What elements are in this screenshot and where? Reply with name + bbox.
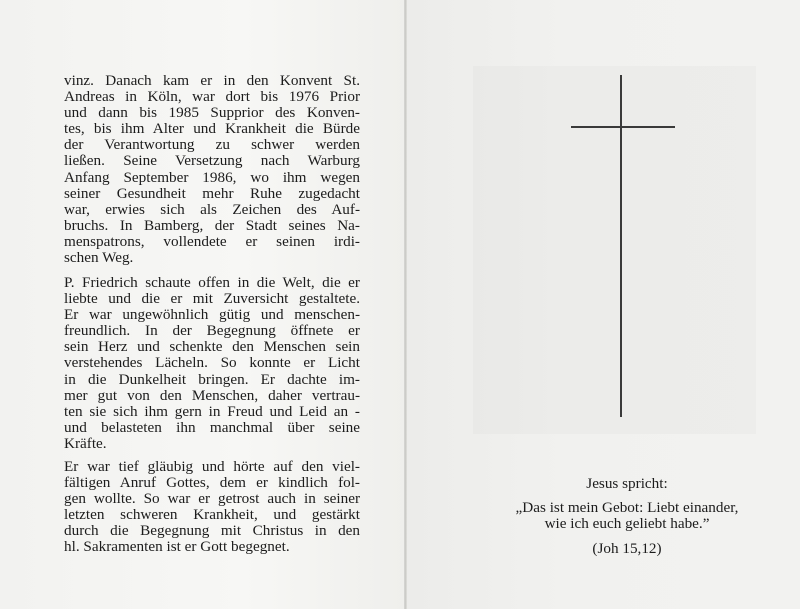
quote-line: „Das ist mein Gebot: Liebt einander, bbox=[515, 499, 739, 516]
text-line: und dann bis 1985 Supprior des Konven- bbox=[64, 104, 360, 122]
text-line: gen wollte. So war er getrost auch in seiner bbox=[64, 490, 360, 508]
text-line: in die Dunkelheit bringen. Er dachte im- bbox=[64, 370, 360, 388]
paragraph-career bbox=[64, 73, 360, 266]
text-line: der Verantwortung zu schwer werden bbox=[64, 136, 360, 154]
cross-horizontal-bar bbox=[571, 126, 675, 128]
text-line: letzten schweren Krankheit, und gestärkt bbox=[64, 506, 360, 524]
text-line: ließen. Seine Versetzung nach Warburg bbox=[64, 152, 360, 170]
print-through-shadow bbox=[473, 66, 756, 434]
quote-source: (Joh 15,12) bbox=[592, 540, 662, 557]
text-line: P. Friedrich schaute offen in die Welt, die er bbox=[64, 274, 360, 291]
text-line: bruchs. In Bamberg, der Stadt seines Na- bbox=[64, 216, 360, 234]
paragraph-faith bbox=[64, 459, 360, 556]
text-line: und belasteten ihn manchmal über seine bbox=[64, 418, 360, 436]
text-line: tes, bis ihm Alter und Krankheit die Bürde bbox=[64, 120, 360, 138]
text-line: liebte und die er mit Zuversicht gestaltete. bbox=[64, 290, 360, 308]
text-line: Er war ungewöhnlich gütig und menschen- bbox=[64, 306, 360, 324]
quote-line: wie ich euch geliebt habe.” bbox=[544, 515, 710, 532]
text-line: verstehendes Lächeln. So konnte er Licht bbox=[64, 354, 360, 372]
text-line: ten sie sich ihm gern in Freud und Leid an - bbox=[64, 402, 360, 420]
text-line: menspatrons, vollendete er seinen irdi- bbox=[64, 232, 360, 250]
quote-heading: Jesus spricht: bbox=[586, 475, 668, 492]
text-line: fältigen Anruf Gottes, dem er kindlich fol- bbox=[64, 474, 360, 492]
text-line: hl. Sakramenten ist er Gott begegnet. bbox=[64, 538, 290, 556]
paragraph-character bbox=[64, 275, 360, 452]
text-line: durch die Begegnung mit Christus in den bbox=[64, 522, 360, 540]
text-line: Anfang September 1986, wo ihm wegen bbox=[64, 168, 360, 186]
text-line: vinz. Danach kam er in den Konvent St. bbox=[64, 72, 360, 89]
text-line: war, erwies sich als Zeichen des Auf- bbox=[64, 200, 360, 218]
text-line: Kräfte. bbox=[64, 434, 107, 452]
text-line: Andreas in Köln, war dort bis 1976 Prior bbox=[64, 88, 360, 106]
text-line: seiner Gesundheit mehr Ruhe zugedacht bbox=[64, 184, 360, 202]
text-line: mer gut von den Menschen, daher vertrau- bbox=[64, 386, 360, 404]
right-page bbox=[407, 0, 800, 609]
text-line: schen Weg. bbox=[64, 249, 134, 267]
text-line: Er war tief gläubig und hörte auf den viel- bbox=[64, 458, 360, 475]
text-line: sein Herz und schenkte den Menschen sein bbox=[64, 338, 360, 356]
text-line: freundlich. In der Begegnung öffnete er bbox=[64, 322, 360, 340]
